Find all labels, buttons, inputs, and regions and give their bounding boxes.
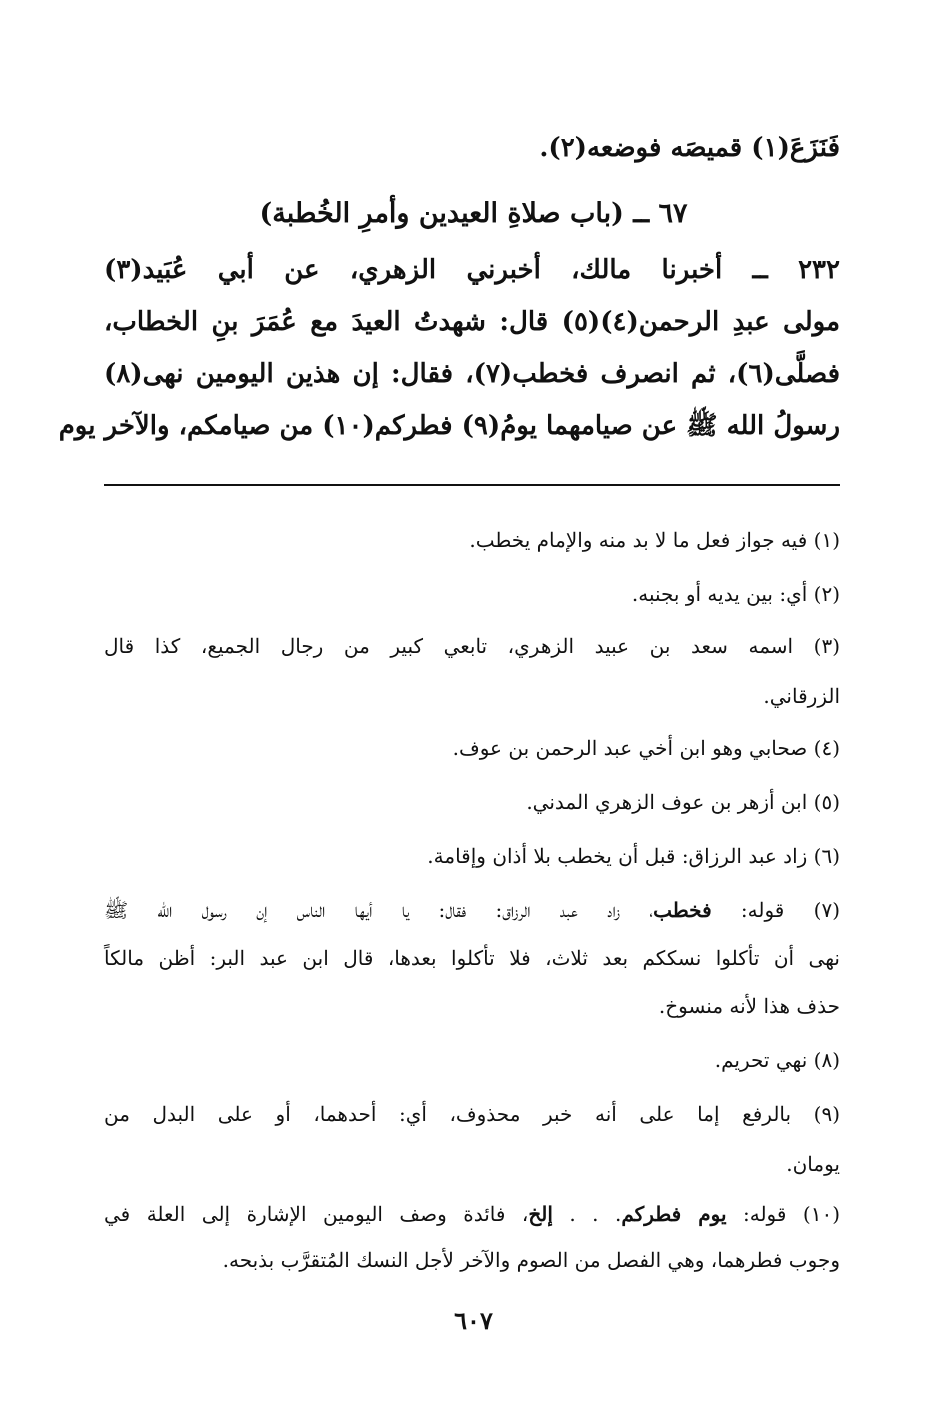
footnote-4: (٤) صحابي وهو ابن أخي عبد الرحمن بن عوف. — [452, 736, 840, 760]
footnote-separator — [104, 484, 840, 486]
footnote-10-prefix: (١٠) قوله: — [726, 1202, 841, 1226]
footnote-9-line-2: يومان. — [786, 1152, 840, 1176]
chapter-heading: ٦٧ ــ (باب صلاةِ العيدين وأمرِ الخُطبة) — [259, 198, 688, 229]
main-text-line-4: مولى عبدِ الرحمن(٤)(٥) قال: شهدتُ العيدَ مع عُمَرَ بنِ الخطاب، — [104, 307, 841, 337]
main-text-line-5: فصلَّى(٦)، ثم انصرف فخطب(٧)، فقال: إن هذين اليومين نهى(٨) — [104, 359, 840, 389]
page-number: ٦٠٧ — [454, 1306, 493, 1335]
main-text-line-3: ٢٣٢ ــ أخبرنا مالك، أخبرني الزهري، عن أبي عُبَيد(٣) — [104, 255, 840, 285]
footnote-7-text: ، زاد عبد الرزاق: فقال: يا أيها الناس إن رسول الله ﷺ — [104, 898, 654, 922]
footnote-7-prefix: (٧) قوله: — [711, 898, 840, 922]
footnote-5: (٥) ابن أزهر بن عوف الزهري المدني. — [526, 790, 840, 814]
footnote-2: (٢) أي: بين يديه أو بجنبه. — [631, 582, 840, 606]
footnote-8: (٨) نهي تحريم. — [714, 1048, 840, 1072]
footnote-7-keyword: فخطب — [653, 898, 712, 922]
footnote-10-line-2: وجوب فطرهما، وهي الفصل من الصوم والآخر لأجل النسك المُتقرَّب بذبحه. — [222, 1248, 840, 1272]
footnote-3-line-2: الزرقاني. — [763, 684, 840, 708]
main-text-line-6: رسولُ الله ﷺ عن صيامهما يومُ(٩) فطركم(١٠) من صيامكم، والآخر يوم — [58, 411, 840, 441]
footnote-10-text: ، فائدة وصف اليومين الإشارة إلى العلة في — [104, 1202, 529, 1226]
footnote-1: (١) فيه جواز فعل ما لا بد منه والإمام يخطب. — [469, 528, 840, 552]
footnote-10-line-1 — [104, 1198, 840, 1230]
footnote-9-line-1: (٩) بالرفع إما على أنه خبر محذوف، أي: أحدهما، أو على البدل من — [104, 1102, 840, 1126]
main-text-line-1: فَنَزَعَ(١) قميصَه فوضعه(٢). — [539, 133, 840, 163]
footnote-7-line-2: نهى أن تأكلوا نسككم بعد ثلاث، فلا تأكلوا بعدها، قال ابن عبد البر: أظن مالكاً — [104, 946, 840, 970]
footnote-10-keyword-1: يوم فطركم — [621, 1202, 727, 1226]
footnote-10-keyword-2: إلخ — [528, 1202, 553, 1226]
footnote-10-dots: . . . — [552, 1202, 622, 1226]
footnote-7-line-1 — [104, 894, 840, 926]
footnote-3-line-1: (٣) اسمه سعد بن عبيد الزهري، تابعي كبير من رجال الجميع، كذا قال — [104, 634, 840, 658]
footnote-7-line-3: حذف هذا لأنه منسوخ. — [658, 994, 840, 1018]
footnote-6: (٦) زاد عبد الرزاق: قبل أن يخطب بلا أذان وإقامة. — [427, 844, 840, 868]
